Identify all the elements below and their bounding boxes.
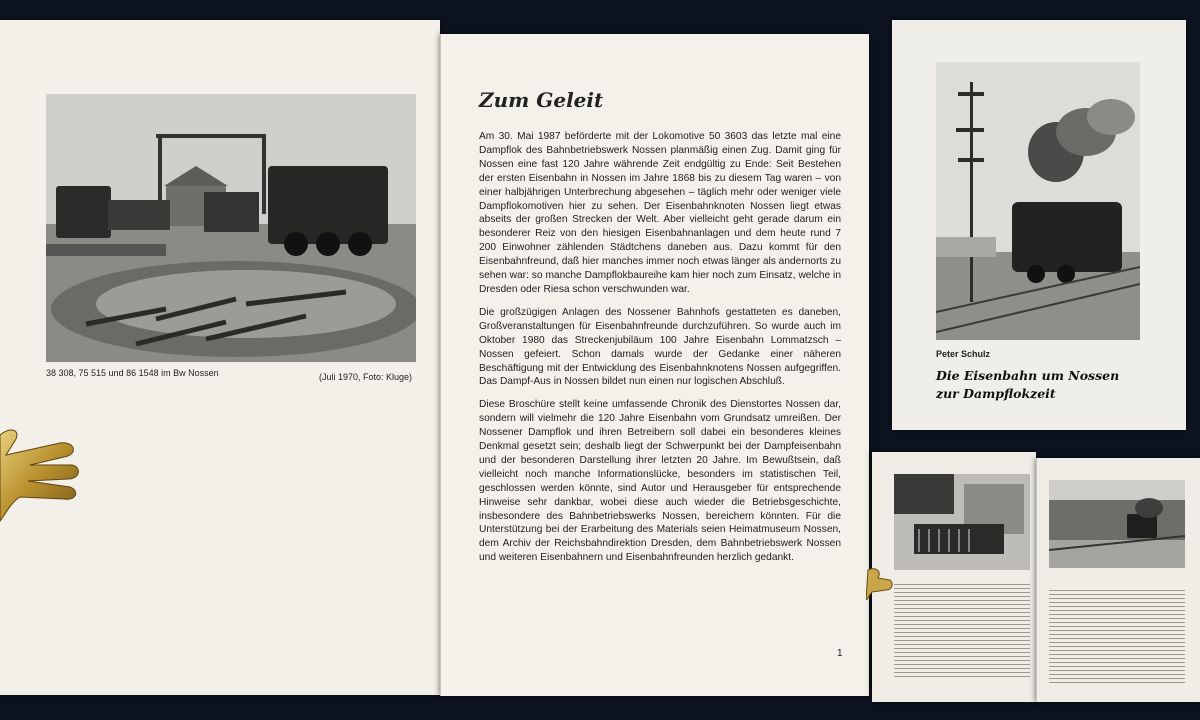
right-page xyxy=(440,34,869,696)
turntable-photo xyxy=(46,94,416,362)
cover-title-line2: zur Dampflokzeit xyxy=(936,386,1056,401)
small-train-photo xyxy=(1049,480,1185,568)
small-steam-train-illustration xyxy=(1049,480,1185,568)
signal-box-illustration xyxy=(894,474,1030,570)
book-cover xyxy=(892,20,1186,430)
page-title: Zum Geleit xyxy=(479,88,604,112)
body-text xyxy=(479,130,841,574)
page-number: 1 xyxy=(837,648,843,659)
paragraph-3: Diese Broschüre stellt keine umfassende Chronik des Dienstortes Nossen dar, sondern will vielmehr die 120 Jahre Eisenbahn vom Grundsatz umreißen. Der Nossener Dampflok und ihren Betreibern soll dabei ein besonderes kleines Denkmal gesetzt sein; deshalb liegt der Schwerpunkt bei der Dampfeisenbahn und der besonderen Darstellung ihrer letzten 20 Jahre. Im Bewußtsein, daß vielleicht noch manche Informationslücke, besonders im statistischen Teil, geschlossen werden könnte, sind Autor und Herausgeber für entsprechende Hinweise sehr dankbar, wobei diese auch wieder die Betriebsgeschichte, insbesondere des Bahnbetriebswerks Nossen, bereichern könnten. Für die Unterstützung bei der Erarbeitung des Materials seien Heimatmuseum Nossen, dem Archiv der Reichsbahndirektion Dresden, dem Bahnbetriebswerk Nossen und weiteren Eisenbahnern und Eisenbahnfreunden herzlich gedankt. xyxy=(479,399,841,564)
cover-title xyxy=(936,367,1119,403)
cover-photo xyxy=(936,62,1140,340)
small-text-block-right xyxy=(1049,590,1185,686)
small-brass-clip xyxy=(866,566,894,600)
small-text-block-left xyxy=(894,584,1030,680)
steam-locomotive-illustration xyxy=(936,62,1140,340)
left-page xyxy=(0,20,440,695)
cover-title-line1: Die Eisenbahn um Nossen xyxy=(936,368,1120,383)
photo-caption-right: (Juli 1970, Foto: Kluge) xyxy=(319,372,413,382)
small-interior-photo xyxy=(894,474,1030,570)
paragraph-1: Am 30. Mai 1987 beförderte mit der Lokomotive 50 3603 das letzte mal eine Dampflok des Bahnbetriebswerk Nossen planmäßig einen Zug. Damit ging für Nossen eine fast 120 Jahre währende Zeit endgültig zu Ende: Seit Bestehen der ersten Eisenbahn in Nossen im Jahre 1868 bis zu diesem Tag waren – von einer halbjährigen Unterbrechung abgesehen – täglich mehr oder weniger viele Dampflokomotiven hier zu sehen. Der Eisenbahnknoten Nossen liegt etwas abseits der großen Strecken der Welt. Aber vielleicht geht gerade darum ein besonderer Reiz von den hiesigen Eisenbahnanlagen und dem heute rund 7 200 Einwohner zählenden Städtchens daneben aus. Dazu kommt für den Eisenbahnfreund, daß hier manches immer noch etwas länger als andernorts zu sehen war: so manche Dampflokbaureihe kam hier noch zum Einsatz, welche in Dresden oder Riesa schon verschwunden war. xyxy=(479,131,841,295)
paragraph-2: Die großzügigen Anlagen des Nossener Bahnhofs gestatteten es daneben, Großveranstaltungen für Eisenbahnfreunde durchzuführen. So wurde auch im Oktober 1980 das Streckenjubiläum 100 Jahre Eisenbahn Lommatzsch – Nossen gefeiert. Schon damals wurde der Gedanke einer näheren Beschäftigung mit der Entwicklung des Eisenbahnknotens Nossen aufgegriffen. Das Dampf-Aus in Nossen bildet nun einen nur logischen Abschluß. xyxy=(479,306,841,388)
small-booklet-right-page xyxy=(1036,458,1200,702)
cover-author: Peter Schulz xyxy=(936,349,991,359)
locomotive-depot-illustration xyxy=(46,94,416,362)
small-booklet-left-page xyxy=(872,452,1036,702)
photo-caption-left: 38 308, 75 515 und 86 1548 im Bw Nossen xyxy=(46,368,219,378)
brass-hand-bookholder xyxy=(0,425,80,525)
